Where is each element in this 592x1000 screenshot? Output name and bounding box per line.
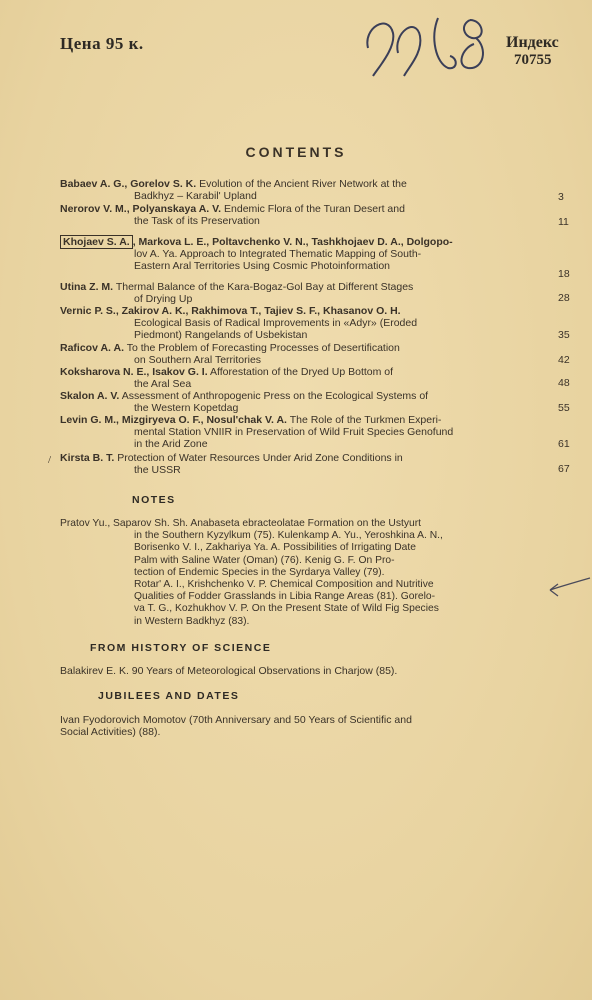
toc-entry xyxy=(60,281,544,305)
page-number: 67 xyxy=(558,463,570,475)
entry-title: Afforestation of the Dryed Up Bottom of xyxy=(210,366,394,378)
entry-title-cont: Piedmont) Rangelands of Usbekistan xyxy=(134,329,308,342)
index-code: 70755 xyxy=(514,52,552,68)
jubilees-line: Ivan Fyodorovich Momotov (70th Anniversary and 50 Years of Scientific and xyxy=(60,714,412,726)
notes-line: Qualities of Fodder Grasslands in Libia Range Areas (81). Gorelo- xyxy=(134,591,436,603)
entry-title: lov A. Ya. Approach to Integrated Thematic Mapping of South- xyxy=(134,248,422,261)
entry-authors: Utina Z. M. xyxy=(60,281,114,293)
entry-title-cont: Eastern Aral Territories Using Cosmic Photoinformation xyxy=(134,260,390,273)
entry-title-cont: in the Arid Zone xyxy=(134,438,208,451)
entry-authors-boxed: Khojaev S. A. xyxy=(60,235,133,249)
entry-title-cont: mental Station VNIIR in Preservation of Wild Fruit Species Genofund xyxy=(134,426,454,439)
notes-line: Pratov Yu., Saparov Sh. Sh. Anabaseta ebracteolatae Formation on the Ustyurt xyxy=(60,518,421,529)
page-number: 11 xyxy=(558,216,569,228)
notes-line: in Western Badkhyz (83). xyxy=(134,615,250,627)
notes-line: Rotar' A. I., Krishchenko V. P. Chemical Composition and Nutritive xyxy=(134,579,434,591)
notes-line: va T. G., Kozhukhov V. P. On the Present State of Wild Fig Species xyxy=(134,603,439,615)
entry-title: Endemic Flora of the Turan Desert and xyxy=(224,203,405,215)
notes-line: tection of Endemic Species in the Syrdarya Valley (79). xyxy=(134,566,385,578)
entry-authors: Kirsta B. T. xyxy=(60,452,115,464)
entry-title-cont: the USSR xyxy=(134,464,181,477)
page-number: 35 xyxy=(558,329,570,341)
entry-title-cont: on Southern Aral Territories xyxy=(134,354,262,367)
handwritten-tick-icon: / xyxy=(48,454,52,466)
entry-title: Evolution of the Ancient River Network at the xyxy=(199,178,407,190)
entry-authors: Babaev A. G., Gorelov S. K. xyxy=(60,178,197,190)
toc-entry xyxy=(60,342,544,366)
index-label: Индекс xyxy=(506,34,559,51)
entry-authors: Vernic P. S., Zakirov A. K., Rakhimova T., Tajiev S. F., Khasanov O. H. xyxy=(60,305,401,317)
entry-title: Ecological Basis of Radical Improvements in «Adyr» (Eroded xyxy=(134,317,418,330)
entry-title-cont: of Drying Up xyxy=(134,293,193,306)
entry-title-cont: the Task of its Preservation xyxy=(134,215,260,228)
toc-entry xyxy=(60,414,544,451)
toc-entry xyxy=(60,236,544,273)
jubilees-entry xyxy=(60,714,544,738)
history-entry: Balakirev E. K. 90 Years of Meteorological Observations in Charjow (85). xyxy=(60,665,398,677)
entry-title: Protection of Water Resources Under Arid Zone Conditions in xyxy=(117,452,403,464)
toc-entry xyxy=(60,305,544,342)
page-number: 42 xyxy=(558,354,570,366)
handwritten-number-icon xyxy=(358,8,498,78)
entry-authors: Levin G. M., Mizgiryeva O. F., Nosul'chak V. A. xyxy=(60,414,287,426)
entry-authors: Raficov A. A. xyxy=(60,342,124,354)
section-heading-notes: NOTES xyxy=(132,494,176,506)
notes-line: in the Southern Kyzylkum (75). Kulenkamp A. Yu., Yeroshkina A. N., xyxy=(134,530,443,542)
jubilees-line: Social Activities) (88). xyxy=(60,726,161,739)
section-heading-history: FROM HISTORY OF SCIENCE xyxy=(90,642,272,654)
entry-title: Assessment of Anthropogenic Press on the Ecological Systems of xyxy=(121,390,429,402)
page-number: 18 xyxy=(558,268,570,280)
entry-title: Thermal Balance of the Kara-Bogaz-Gol Bay at Different Stages xyxy=(115,281,414,293)
toc-entry xyxy=(60,366,544,390)
toc-entry xyxy=(60,203,544,227)
price-label: Цена 95 к. xyxy=(60,34,144,53)
toc-entry xyxy=(60,390,544,414)
page-number: 55 xyxy=(558,402,570,414)
entry-authors: Nerorov V. M., Polyanskaya A. V. xyxy=(60,203,222,215)
entry-title: To the Problem of Forecasting Processes of Desertification xyxy=(126,342,400,354)
entry-title: The Role of the Turkmen Experi- xyxy=(289,414,442,426)
section-heading-jubilees: JUBILEES AND DATES xyxy=(98,690,240,702)
entry-title-cont: the Western Kopetdag xyxy=(134,402,239,415)
page-number: 48 xyxy=(558,377,570,389)
entry-title-cont: the Aral Sea xyxy=(134,378,192,391)
contents-title: CONTENTS xyxy=(245,144,347,160)
notes-line: Borisenko V. I., Zakhariya Ya. A. Possibilities of Irrigating Date xyxy=(134,542,416,554)
handwritten-arrow-icon xyxy=(546,572,592,602)
toc-entry xyxy=(60,452,544,476)
notes-body xyxy=(60,518,544,628)
page-number: 61 xyxy=(558,438,570,450)
toc-entry xyxy=(60,178,544,202)
notes-line: Palm with Saline Water (Oman) (76). Kenig G. F. On Pro- xyxy=(134,554,395,566)
entry-authors: , Markova L. E., Poltavchenko V. N., Tashkhojaev D. A., Dolgopo- xyxy=(132,236,453,248)
entry-authors: Skalon A. V. xyxy=(60,390,120,402)
entry-authors: Koksharova N. E., Isakov G. I. xyxy=(60,366,208,378)
entry-title-cont: Badkhyz – Karabil' Upland xyxy=(134,190,257,203)
page-number: 3 xyxy=(558,191,564,203)
page-number: 28 xyxy=(558,292,570,304)
